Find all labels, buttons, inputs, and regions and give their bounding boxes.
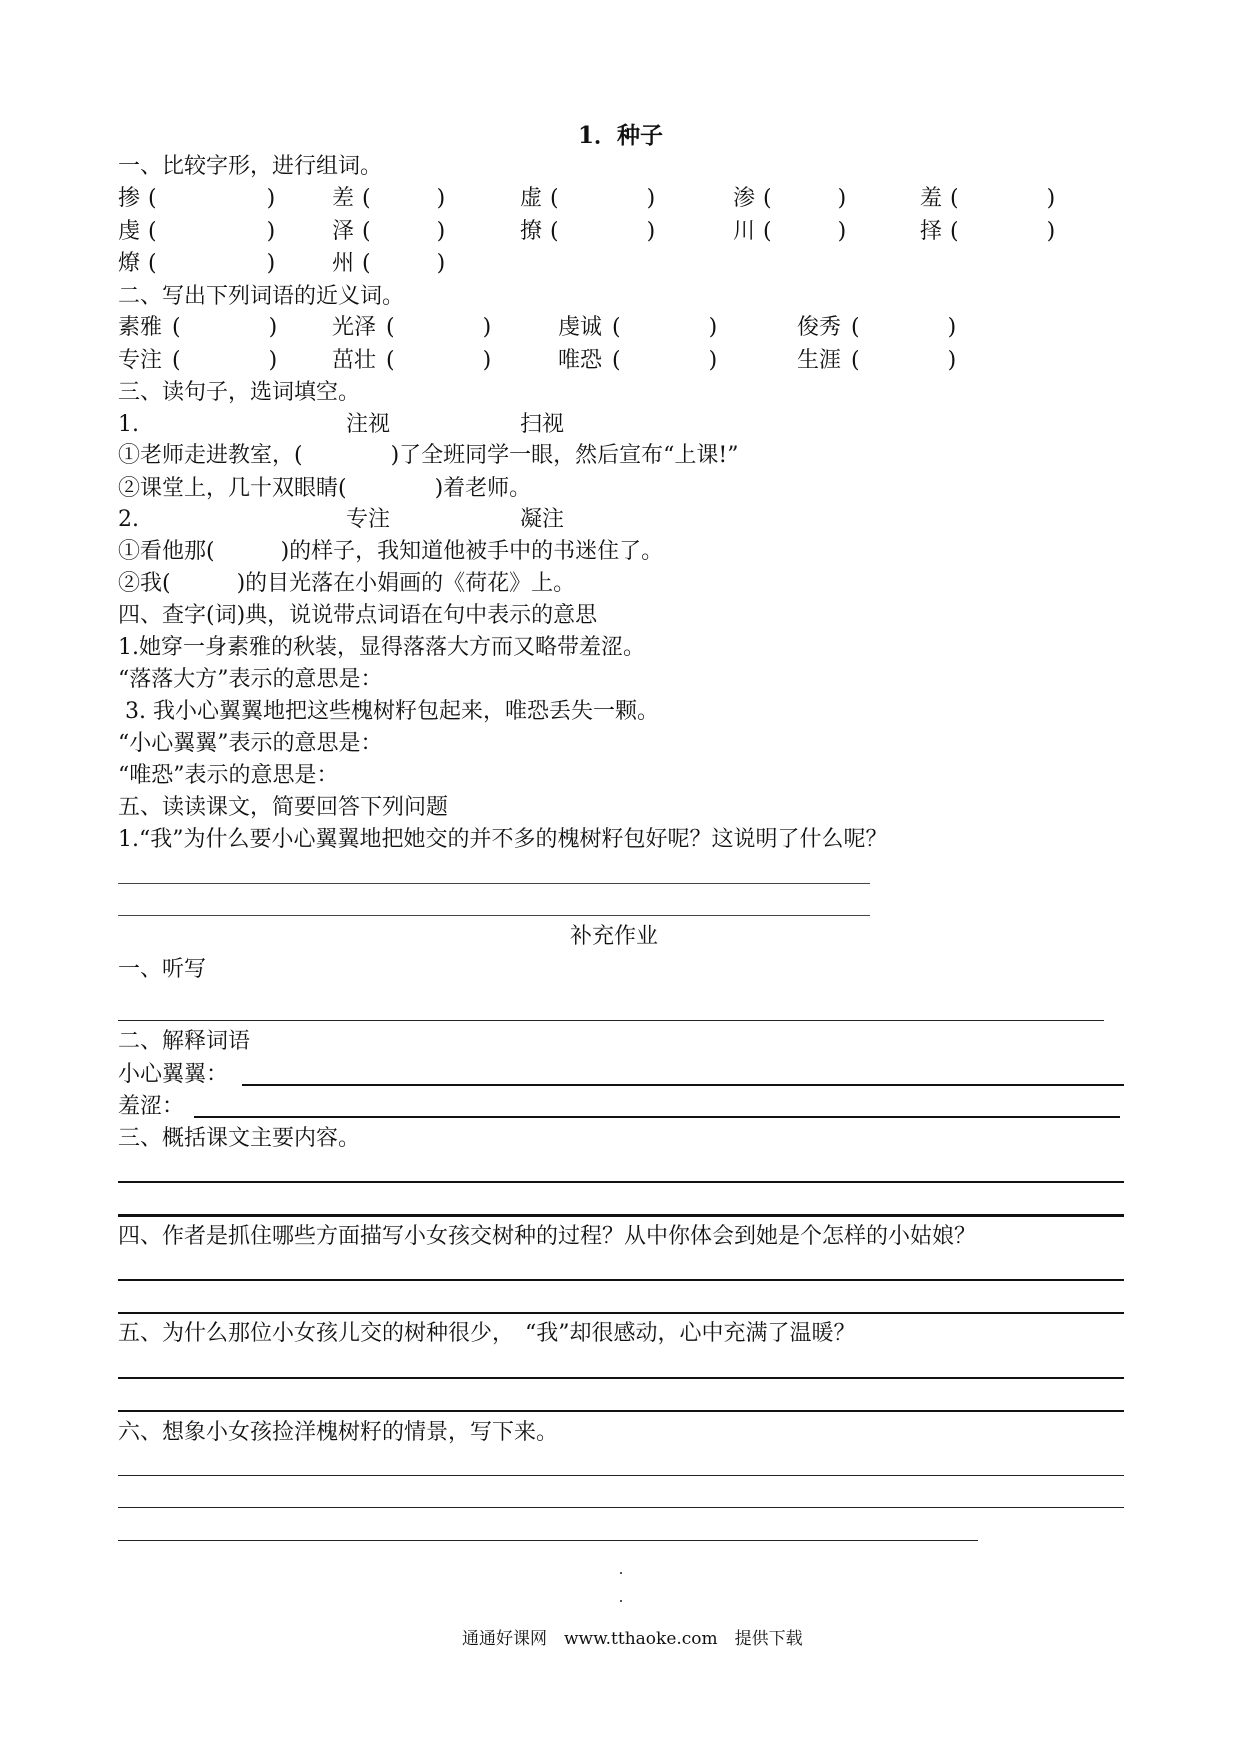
s1-paren: ( ) [148, 219, 276, 244]
footer-text: 通通好课网 www.tthaoke.com 提供下载 [462, 1629, 803, 1649]
extra-1-heading: 一、听写 [118, 957, 207, 982]
s1-paren: ( ) [950, 219, 1056, 244]
answer-line [194, 1116, 1120, 1118]
s3-q2-sentence-a: ①看他那( )的样子，我知道他被手中的书迷住了。 [118, 539, 664, 564]
s2-word: 俊秀 [797, 315, 842, 340]
s2-paren: ( ) [612, 315, 718, 340]
answer-line [118, 1410, 1124, 1412]
extra-heading: 补充作业 [570, 924, 659, 949]
s2-paren: ( ) [851, 348, 957, 373]
s3-q1-sentence-b: ②课堂上，几十双眼睛( )着老师。 [118, 476, 532, 501]
s1-word: 渗 [733, 186, 756, 211]
s1-word: 燎 [118, 251, 141, 276]
answer-line [118, 1214, 1124, 1217]
extra-4-heading: 四、作者是抓住哪些方面描写小女孩交树种的过程？从中你体会到她是个怎样的小姑娘？ [118, 1224, 977, 1249]
s2-word: 光泽 [332, 315, 377, 340]
section-2-heading: 二、写出下列词语的近义词。 [118, 284, 405, 309]
s1-paren: ( ) [950, 186, 1056, 211]
section-1-heading: 一、比较字形，进行组词。 [118, 154, 383, 179]
s2-word: 虔诚 [558, 315, 603, 340]
s1-paren: ( ) [362, 251, 446, 276]
page-title: 1．种子 [578, 122, 664, 149]
s1-word: 掺 [118, 186, 141, 211]
s3-q1-sentence-a: ①老师走进教室，( )了全班同学一眼，然后宣布“上课!” [118, 443, 739, 468]
s2-paren: ( ) [386, 315, 492, 340]
s3-q2-sentence-b: ②我( )的目光落在小娟画的《荷花》上。 [118, 571, 576, 596]
answer-line [118, 1279, 1124, 1281]
extra-3-heading: 三、概括课文主要内容。 [118, 1126, 361, 1151]
s1-paren: ( ) [362, 186, 446, 211]
s2-word: 茁壮 [332, 348, 377, 373]
s1-word: 泽 [332, 219, 355, 244]
s4-line: “唯恐”表示的意思是： [118, 763, 339, 788]
s4-line: 3. 我小心翼翼地把这些槐树籽包起来，唯恐丢失一颗。 [118, 699, 659, 724]
s1-word: 撩 [520, 219, 543, 244]
s4-line: 1.她穿一身素雅的秋装，显得落落大方而又略带羞涩。 [118, 635, 645, 660]
s1-word: 虔 [118, 219, 141, 244]
answer-line [118, 1020, 1104, 1021]
section-4-heading: 四、查字(词)典，说说带点词语在句中表示的意思 [118, 603, 598, 628]
s2-word: 唯恐 [558, 348, 603, 373]
s1-paren: ( ) [148, 251, 276, 276]
s3-q2-option: 专注 [346, 507, 391, 532]
s1-paren: ( ) [763, 186, 847, 211]
s2-word: 素雅 [118, 315, 163, 340]
s3-q2-option: 凝注 [520, 507, 565, 532]
s2-paren: ( ) [612, 348, 718, 373]
s1-paren: ( ) [763, 219, 847, 244]
answer-line [118, 883, 870, 884]
s4-line: “落落大方”表示的意思是： [118, 667, 383, 692]
s1-paren: ( ) [550, 186, 656, 211]
answer-line [118, 1540, 978, 1541]
answer-line [118, 1312, 1124, 1314]
answer-line [118, 1181, 1124, 1183]
extra-6-heading: 六、想象小女孩捡洋槐树籽的情景，写下来。 [118, 1420, 559, 1445]
s2-word: 专注 [118, 348, 163, 373]
s3-q2-number: 2. [118, 507, 139, 532]
answer-line [242, 1084, 1124, 1086]
s5-question: 1.“我”为什么要小心翼翼地把她交的并不多的槐树籽包好呢？这说明了什么呢？ [118, 827, 888, 852]
answer-line [118, 1475, 1124, 1476]
answer-line [118, 1507, 1124, 1508]
s1-word: 择 [920, 219, 943, 244]
s1-word: 州 [332, 251, 355, 276]
section-3-heading: 三、读句子，选词填空。 [118, 380, 361, 405]
stray-dot [620, 1600, 622, 1602]
s1-word: 川 [733, 219, 756, 244]
s3-q1-number: 1. [118, 412, 139, 437]
s3-q1-option: 注视 [346, 412, 391, 437]
s2-paren: ( ) [386, 348, 492, 373]
s2-word: 生涯 [797, 348, 842, 373]
s1-word: 虚 [520, 186, 543, 211]
answer-line [118, 915, 870, 916]
s2-paren: ( ) [172, 315, 278, 340]
s2-paren: ( ) [172, 348, 278, 373]
s2-paren: ( ) [851, 315, 957, 340]
extra-2-word: 羞涩： [118, 1094, 185, 1119]
section-5-heading: 五、读读课文，简要回答下列问题 [118, 795, 449, 820]
extra-2-word: 小心翼翼： [118, 1062, 229, 1087]
s1-paren: ( ) [362, 219, 446, 244]
extra-2-heading: 二、解释词语 [118, 1029, 251, 1054]
answer-line [118, 1377, 1124, 1379]
s1-word: 差 [332, 186, 355, 211]
s4-line: “小心翼翼”表示的意思是： [118, 731, 383, 756]
s1-word: 羞 [920, 186, 943, 211]
extra-5-heading: 五、为什么那位小女孩儿交的树种很少， “我”却很感动，心中充满了温暖？ [118, 1321, 856, 1346]
s1-paren: ( ) [148, 186, 276, 211]
stray-dot [620, 1572, 622, 1574]
s1-paren: ( ) [550, 219, 656, 244]
s3-q1-option: 扫视 [520, 412, 565, 437]
